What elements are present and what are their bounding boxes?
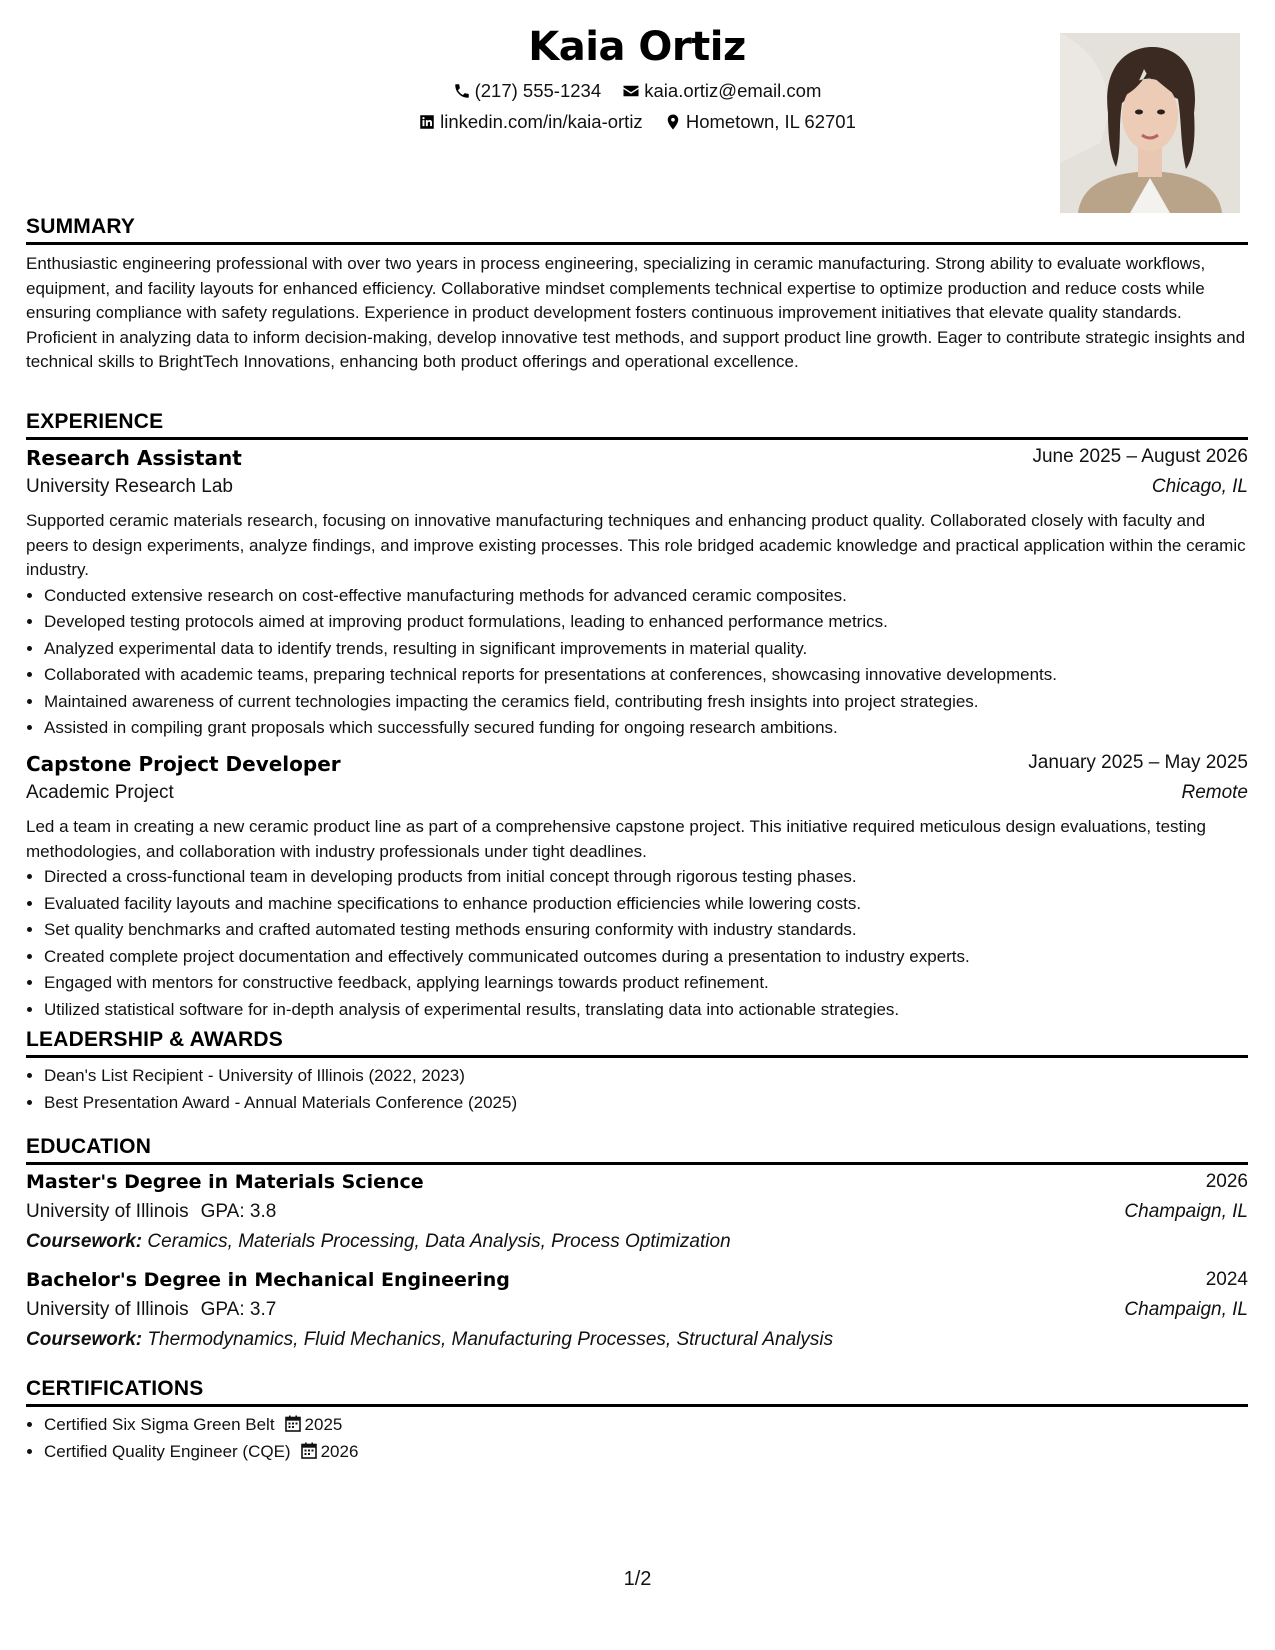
envelope-icon — [622, 82, 640, 100]
job-dates: June 2025 – August 2026 — [1032, 446, 1248, 467]
degree-year: 2026 — [1205, 1171, 1248, 1192]
certification-name: Certified Quality Engineer (CQE) — [44, 1441, 291, 1461]
list-item: • Conducted extensive research on cost-effective manufacturing methods for advanced ceramic composites. — [44, 583, 1248, 610]
phone-icon — [453, 82, 471, 100]
degree-year: 2024 — [1205, 1269, 1248, 1290]
certifications-list — [26, 1412, 1248, 1465]
calendar-icon — [285, 1415, 301, 1432]
coursework-text: Ceramics, Materials Processing, Data Analysis, Process Optimization — [147, 1231, 731, 1252]
linkedin-icon — [418, 113, 436, 131]
job-bullets — [26, 864, 1248, 1024]
coursework-label: Coursework: — [26, 1329, 143, 1350]
gpa-text: GPA: 3.8 — [200, 1201, 277, 1222]
linkedin-text: linkedin.com/in/kaia-ortiz — [440, 111, 643, 132]
job-organization: University Research Lab — [26, 476, 233, 497]
list-item: • Collaborated with academic teams, preparing technical reports for presentations at conferences, showcasing innovative developments. — [44, 662, 1248, 689]
list-item: • Created complete project documentation and effectively communicated outcomes during a presentation to industry experts. — [44, 944, 1248, 971]
job-description: Led a team in creating a new ceramic product line as part of a comprehensive capstone project. This initiative required meticulous design evaluations, testing methodologies, and collaboration with industry professionals under tight deadlines. — [26, 817, 1206, 861]
map-pin-icon — [664, 113, 682, 131]
job-description: Supported ceramic materials research, focusing on innovative manufacturing techniques and enhancing product quality. Collaborated closely with faculty and peers to design experiments, analyze findings, and improve existing processes. This role bridged academic knowledge and practical application within the ceramic industry. — [26, 511, 1246, 579]
school-location: Champaign, IL — [1124, 1201, 1248, 1222]
email-text: kaia.ortiz@email.com — [644, 80, 822, 101]
resume-header — [26, 18, 1248, 218]
education-entry — [26, 1171, 1248, 1253]
summary-heading: SUMMARY — [26, 215, 1248, 245]
school-name: University of Illinois — [26, 1201, 189, 1222]
list-item: • Best Presentation Award - Annual Materials Conference (2025) — [44, 1090, 1248, 1117]
profile-photo — [1060, 33, 1240, 213]
page-number: 1/2 — [623, 1568, 652, 1590]
job-title: Capstone Project Developer — [26, 752, 341, 777]
job-dates: January 2025 – May 2025 — [1028, 752, 1248, 774]
certification-year: 2026 — [320, 1441, 359, 1461]
coursework-line — [26, 1231, 1248, 1253]
summary-section — [26, 215, 1248, 375]
certifications-section — [26, 1377, 1248, 1465]
experience-heading: EXPERIENCE — [26, 410, 1248, 440]
job-location: Remote — [1181, 782, 1248, 804]
degree-title: Bachelor's Degree in Mechanical Engineering — [26, 1269, 510, 1291]
location-contact — [664, 111, 856, 133]
list-item: • Utilized statistical software for in-depth analysis of experimental results, translating data into actionable strategies. — [44, 997, 1248, 1024]
education-section — [26, 1135, 1248, 1351]
certifications-heading: CERTIFICATIONS — [26, 1377, 1248, 1407]
job-organization: Academic Project — [26, 782, 174, 804]
certification-name: Certified Six Sigma Green Belt — [44, 1415, 275, 1434]
list-item: • Engaged with mentors for constructive feedback, applying learnings towards product refinement. — [44, 970, 1248, 997]
job-location: Chicago, IL — [1151, 476, 1248, 497]
awards-heading: LEADERSHIP & AWARDS — [26, 1028, 1248, 1058]
list-item: • Dean's List Recipient - University of Illinois (2022, 2023) — [44, 1063, 1248, 1090]
phone-text: (217) 555-1234 — [474, 80, 602, 101]
list-item: • Set quality benchmarks and crafted automated testing methods ensuring conformity with industry standards. — [44, 917, 1248, 944]
linkedin-contact[interactable] — [418, 111, 643, 133]
certification-year: 2025 — [304, 1415, 343, 1434]
school-name: University of Illinois — [26, 1299, 189, 1320]
summary-text: Enthusiastic engineering professional with over two years in process engineering, specializing in ceramic manufacturing. Strong ability to evaluate workflows, equipment, and facility layouts for enhanced efficiency. Collaborative mindset complements technical expertise to optimize production and reduce costs while ensuring compliance with safety regulations. Experience in product development fosters continuous improvement initiatives that elevate quality standards. Proficient in analyzing data to inform decision-making, develop innovative test methods, and support product line growth. Eager to contribute strategic insights and technical skills to BrightTech Innovations, enhancing both product offerings and operational excellence. — [26, 254, 1246, 371]
list-item: • Developed testing protocols aimed at improving product formulations, leading to enhanced performance metrics. — [44, 609, 1248, 636]
candidate-name: Kaia Ortiz — [528, 24, 746, 70]
job-entry — [26, 752, 1248, 1024]
resume-page — [26, 18, 1248, 1461]
location-text: Hometown, IL 62701 — [685, 111, 856, 132]
education-heading: EDUCATION — [26, 1135, 1248, 1165]
coursework-text: Thermodynamics, Fluid Mechanics, Manufacturing Processes, Structural Analysis — [147, 1329, 834, 1350]
list-item — [44, 1439, 1248, 1466]
job-title: Research Assistant — [26, 446, 242, 470]
degree-title: Master's Degree in Materials Science — [26, 1171, 424, 1193]
calendar-icon — [301, 1442, 317, 1459]
awards-list — [26, 1063, 1248, 1116]
gpa-text: GPA: 3.7 — [200, 1299, 277, 1320]
list-item: • Analyzed experimental data to identify trends, resulting in significant improvements in material quality. — [44, 636, 1248, 663]
list-item: • Assisted in compiling grant proposals which successfully secured funding for ongoing research ambitions. — [44, 715, 1248, 742]
email-contact[interactable] — [622, 80, 821, 102]
awards-section — [26, 1028, 1248, 1116]
job-bullets — [26, 583, 1248, 743]
list-item — [44, 1412, 1248, 1439]
education-entry — [26, 1269, 1248, 1351]
phone-contact[interactable] — [453, 80, 602, 102]
list-item: • Directed a cross-functional team in developing products from initial concept through rigorous testing phases. — [44, 864, 1248, 891]
experience-section — [26, 410, 1248, 1024]
job-entry — [26, 446, 1248, 742]
coursework-line — [26, 1329, 1248, 1351]
list-item: • Evaluated facility layouts and machine specifications to enhance production efficiencies while lowering costs. — [44, 891, 1248, 918]
school-location: Champaign, IL — [1124, 1299, 1248, 1320]
list-item: • Maintained awareness of current technologies impacting the ceramics field, contributing fresh insights into project strategies. — [44, 689, 1248, 716]
coursework-label: Coursework: — [26, 1231, 143, 1252]
